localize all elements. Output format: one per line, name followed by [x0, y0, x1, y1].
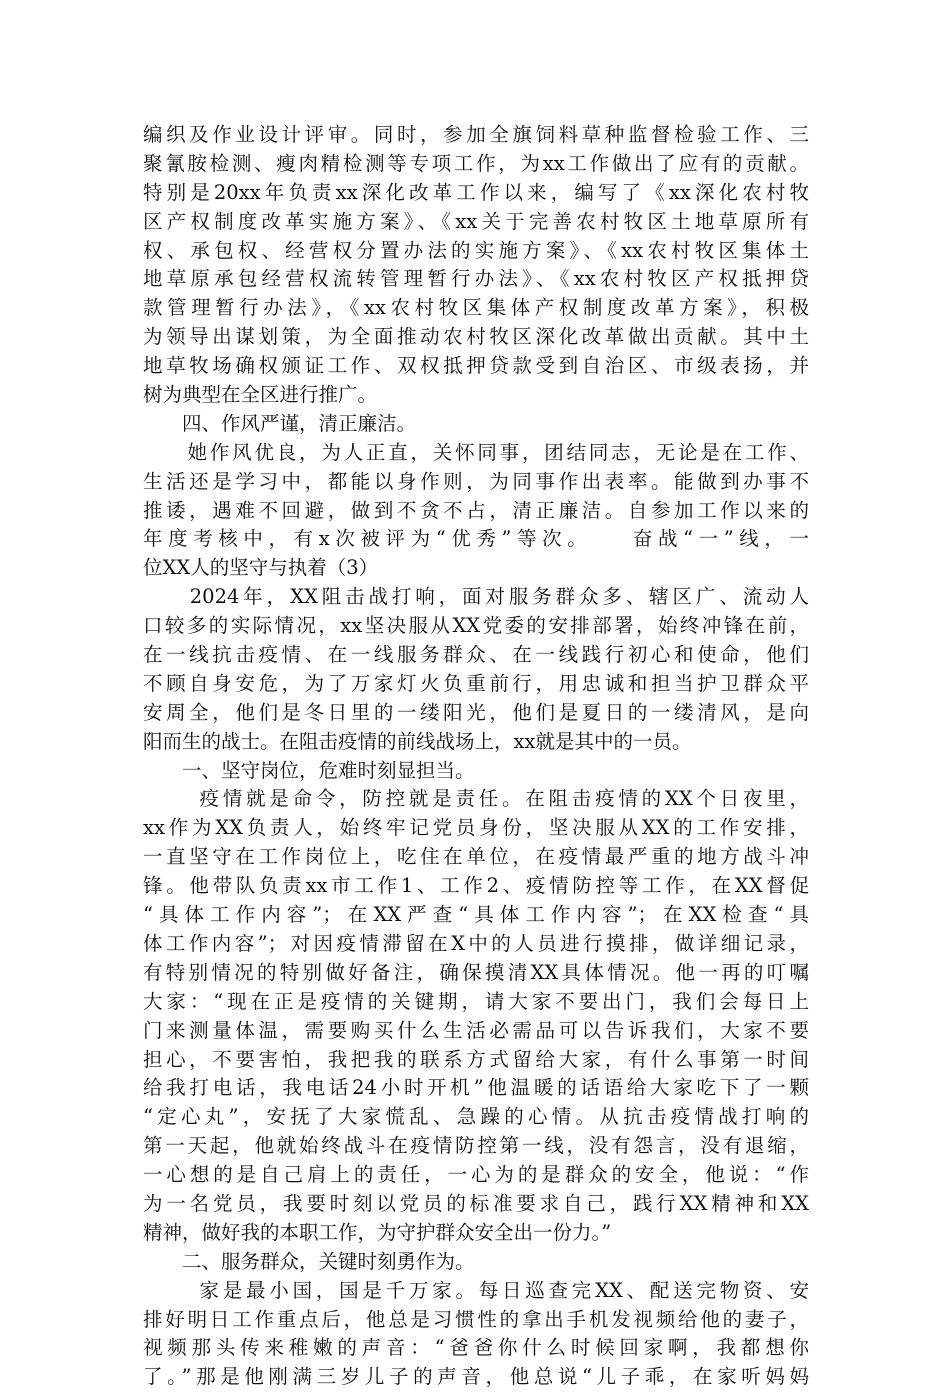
text-line: 门来测量体温，需要购买什么生活必需品可以告诉我们，大家不要 [143, 1018, 809, 1042]
text-line: 家是最小国，国是千万家。每日巡查完XX、配送完物资、安 [143, 1278, 809, 1302]
text-line: 阳而生的战士。在阻击疫情的前线战场上，xx就是其中的一员。 [143, 729, 692, 753]
text-line: 聚氰胺检测、瘦肉精检测等专项工作，为xx工作做出了应有的贡献。 [143, 151, 809, 175]
text-line: “定心丸”，安抚了大家慌乱、急躁的心情。从抗击疫情战打响的 [143, 1105, 809, 1129]
text-line: “具体工作内容”；在XX严查“具体工作内容”；在XX检查“具 [143, 903, 809, 927]
text-line: 她作风优良，为人正直，关怀同事，团结同志，无论是在工作、 [143, 440, 809, 464]
text-line: 地草原承包经营权流转管理暂行办法》、《xx农村牧区产权抵押贷 [143, 267, 809, 291]
document-page [143, 121, 809, 1392]
section-heading: 一、坚守岗位，危难时刻显担当。 [182, 758, 475, 782]
text-line: 一心想的是自己肩上的责任，一心为的是群众的安全，他说：“作 [143, 1163, 809, 1187]
text-line: 锋。他带队负责xx市工作1、工作2、疫情防控等工作，在XX督促 [143, 874, 809, 898]
text-line: 一直坚守在工作岗位上，吃住在单位，在疫情最严重的地方战斗冲 [143, 845, 809, 869]
text-line: 疫情就是命令，防控就是责任。在阻击疫情的XX个日夜里， [143, 787, 809, 811]
text-line: 给我打电话，我电话24小时开机”他温暖的话语给大家吃下了一颗 [143, 1076, 809, 1100]
text-line: 不顾自身安危，为了万家灯火负重前行，用忠诚和担当护卫群众平 [143, 671, 809, 695]
text-line: 安周全，他们是冬日里的一缕阳光，他们是夏日的一缕清风，是向 [143, 700, 809, 724]
text-line: 精神，做好我的本职工作，为守护群众安全出一份力。” [143, 1220, 612, 1244]
text-line: 款管理暂行办法》，《xx农村牧区集体产权制度改革方案》，积极 [143, 296, 809, 320]
text-line: 口较多的实际情况，xx坚决服从XX党委的安排部署，始终冲锋在前， [143, 614, 809, 638]
text-line: 年度考核中，有x次被评为“优秀”等次。 奋战“一”线，一 [143, 527, 809, 551]
text-line: 位XX人的坚守与执着（3） [143, 556, 379, 580]
text-line: 视频那头传来稚嫩的声音：“爸爸你什么时候回家啊，我都想你 [143, 1336, 809, 1360]
text-line: xx作为XX负责人，始终牢记党员身份，坚决服从XX的工作安排， [143, 816, 809, 840]
text-line: 编织及作业设计评审。同时，参加全旗饲料草种监督检验工作、三 [143, 123, 809, 146]
text-line: 在一线抗击疫情、在一线服务群众、在一线践行初心和使命，他们 [143, 643, 809, 667]
text-line: 权、承包权、经营权分置办法的实施方案》、《xx农村牧区集体土 [143, 238, 809, 262]
text-line: 特别是20xx年负责xx深化改革工作以来，编写了《xx深化农村牧 [143, 180, 809, 204]
text-line: 有特别情况的特别做好备注，确保摸清XX具体情况。他一再的叮嘱 [143, 960, 809, 984]
text-line: 区产权制度改革实施方案》、《xx关于完善农村牧区土地草原所有 [143, 209, 809, 233]
text-line: 生活还是学习中，都能以身作则，为同事作出表率。能做到办事不 [143, 469, 809, 493]
text-line: 第一天起，他就始终战斗在疫情防控第一线，没有怨言，没有退缩， [143, 1134, 809, 1158]
text-line: 体工作内容”；对因疫情滞留在X中的人员进行摸排，做详细记录， [143, 931, 809, 955]
text-line: 为一名党员，我要时刻以党员的标准要求自己，践行XX精神和XX [143, 1191, 809, 1215]
text-line: 排好明日工作重点后，他总是习惯性的拿出手机发视频给他的妻子， [143, 1307, 809, 1331]
text-line: 大家：“现在正是疫情的关键期，请大家不要出门，我们会每日上 [143, 989, 809, 1013]
text-line: 2024年，XX阻击战打响，面对服务群众多、辖区广、流动人 [143, 585, 809, 609]
section-heading: 二、服务群众，关键时刻勇作为。 [182, 1249, 475, 1273]
text-line: 担心，不要害怕，我把我的联系方式留给大家，有什么事第一时间 [143, 1047, 809, 1071]
text-line: 地草牧场确权颁证工作、双权抵押贷款受到自治区、市级表扬，并 [143, 354, 809, 378]
text-line: 为领导出谋划策，为全面推动农村牧区深化改革做出贡献。其中土 [143, 325, 809, 349]
text-line: 了。”那是他刚满三岁儿子的声音，他总说“儿子乖，在家听妈妈 [143, 1365, 809, 1389]
text-line: 树为典型在全区进行推广。 [143, 383, 378, 407]
section-heading: 四、作风严谨，清正廉洁。 [182, 411, 417, 435]
text-line: 推诿，遇难不回避，做到不贪不占，清正廉洁。自参加工作以来的 [143, 498, 809, 522]
